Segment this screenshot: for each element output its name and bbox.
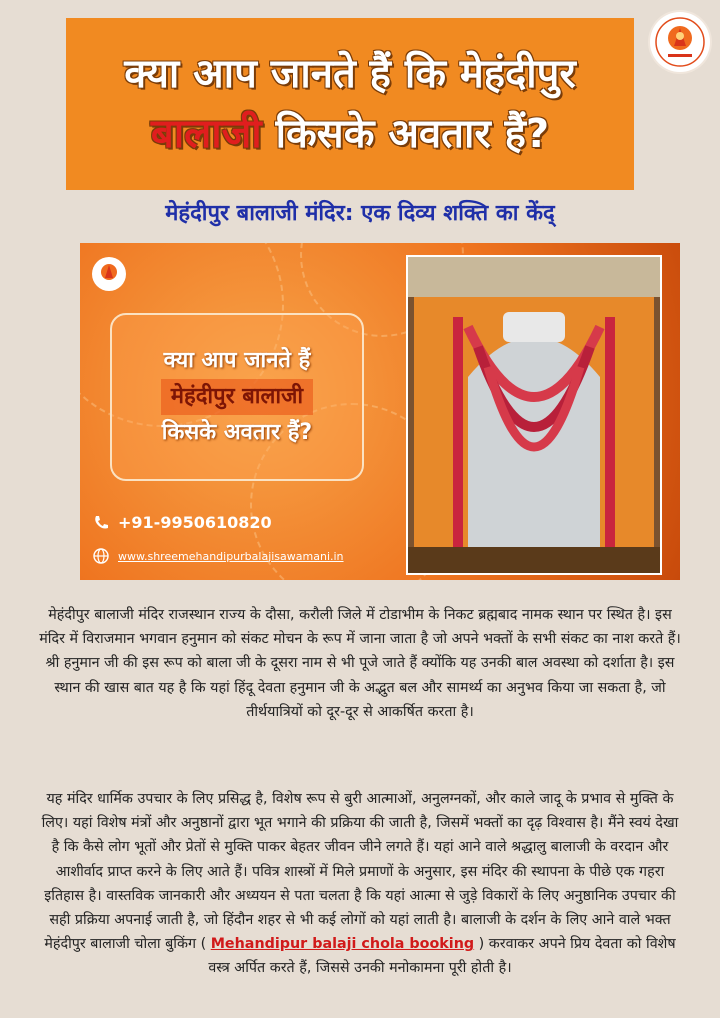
banner-title-line2-rest: किसके अवतार हैं?: [275, 111, 550, 157]
hero-website[interactable]: [92, 547, 344, 565]
temple-logo-icon: [654, 16, 706, 68]
hero-card-line2: मेहंदीपुर बालाजी: [161, 379, 313, 415]
hero-card-line1: क्या आप जानते हैं: [163, 348, 311, 373]
chola-booking-link[interactable]: Mehandipur balaji chola booking: [210, 936, 475, 953]
hero-phone[interactable]: [92, 513, 272, 532]
globe-icon: [92, 547, 110, 565]
hero-card-line3: किसके अवतार हैं?: [161, 420, 313, 445]
hero-website-url: www.shreemehandipurbalajisawamani.in: [118, 549, 344, 563]
paragraph-1: मेहंदीपुर बालाजी मंदिर राजस्थान राज्य के दौसा, करौली जिले में टोडाभीम के निकट ब्रह्मबाद नामक स्थान पर स्थित है। इस मंदिर में विराजमान भगवान हनुमान को संकट मोचन के रूप में जाना जाता है जो अपने भक्तों के सभी संकट का नाश करते हैं। श्री हनुमान जी की इस रूप को बाला जी के दूसरा नाम से भी पूजे जाते हैं क्योंकि यह उनकी बाल अवस्था को दर्शाता है। इस स्थान की खास बात यह है कि यहां हिंदू देवता हनुमान जी के अद्भुत बल और सामर्थ्य का अनुभव किया जा सकता है, जो तीर्थयात्रियों को दूर-दूर से आकर्षित करता है।: [39, 607, 681, 720]
phone-icon: [92, 514, 110, 532]
hero-logo: [92, 257, 126, 291]
page-subtitle: मेहंदीपुर बालाजी मंदिर: एक दिव्य शक्ति का केंद्: [165, 201, 555, 226]
deity-photo: [406, 255, 662, 575]
paragraph-2-tail: ) करवाकर अपने प्रिय देवता को विशेष वस्त्र अर्पित करते हैं, जिससे उनकी मनोकामना पूरी होती है।: [208, 936, 676, 977]
hero-phone-number: +91-9950610820: [118, 513, 272, 532]
banner-title-line2: [151, 104, 549, 164]
paragraph-2-text: यह मंदिर धार्मिक उपचार के लिए प्रसिद्ध है, विशेष रूप से बुरी आत्माओं, अनुलग्नकों, और काले जादू के प्रभाव से मुक्ति के लिए। यहां विशेष मंत्रों और अनुष्ठानों द्वारा भूत भगाने की प्रक्रिया की जाती है, जिसमें भक्तों का दृढ़ विश्वास है। मैंने स्वयं देखा है कि कैसे लोग भूतों और प्रेतों से मुक्ति पाकर बेहतर जीवन जीने लगते हैं। यहां आने वाले श्रद्धालु बालाजी के वरदान और आशीर्वाद प्राप्त करने के लिए आते हैं। पवित्र शास्त्रों में मिले प्रमाणों के अनुसार, इस मंदिर की स्थापना के पीछे एक गहरा इतिहास है। वास्तविक जानकारी और अध्ययन से पता चलता है कि यहां आत्मा से जुड़े विकारों के लिए अनुष्ठानिक उपचार की सही प्रक्रिया अपनाई जाती है, जो हिंदौन शहर से भी कई लोगों को यहां लाती है। बालाजी के दर्शन के लिए आने वाले भक्त मेहंदीपुर बालाजी चोला बुकिंग (: [41, 791, 679, 953]
banner-title-line1: क्या आप जानते हैं कि मेहंदीपुर: [124, 51, 576, 97]
temple-logo: [650, 12, 710, 72]
hero-image: [80, 243, 680, 580]
banner-highlight: बालाजी: [150, 111, 262, 157]
hero-question-card: [110, 313, 364, 481]
paragraph-2: [36, 787, 684, 981]
title-banner: [66, 18, 634, 190]
